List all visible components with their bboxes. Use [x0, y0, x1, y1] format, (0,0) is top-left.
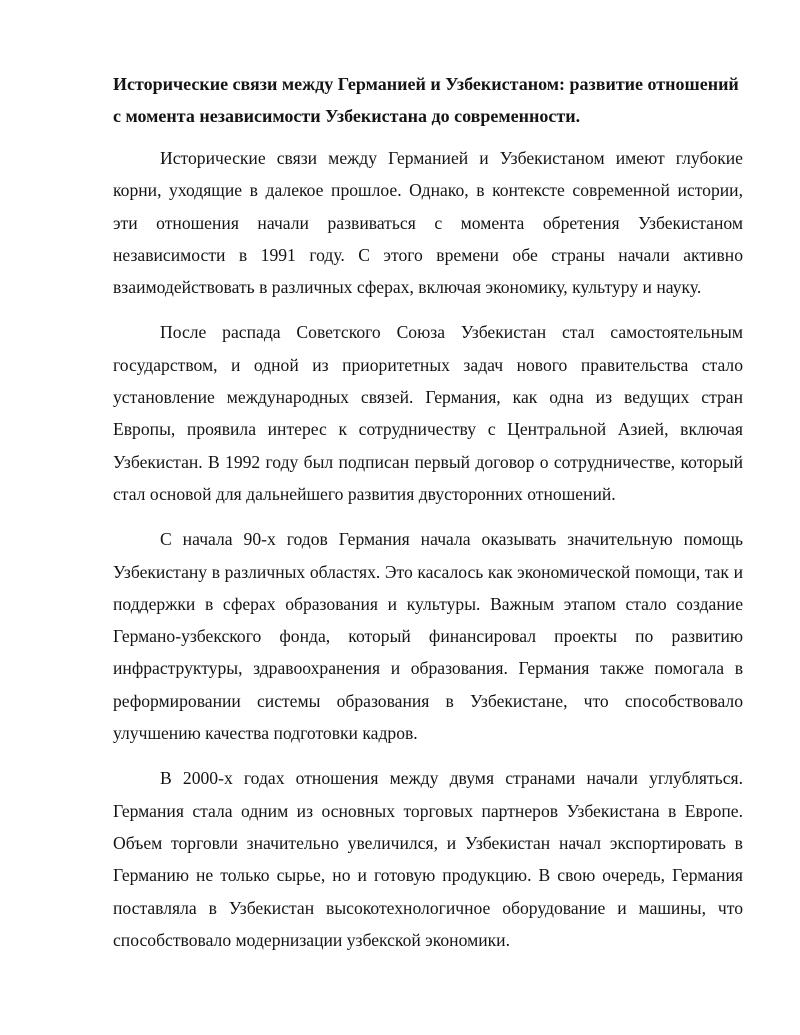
document-title: Исторические связи между Германией и Узбекистаном: развитие отношений с момента независимости Узбекистана до современности. [113, 74, 739, 126]
paragraph-1: Исторические связи между Германией и Узбекистаном имеют глубокие корни, уходящие в далекое прошлое. Однако, в контексте современной истории, эти отношения начали развиваться с момента обретения Узбекистаном независимости в 1991 году. С этого времени обе страны начали активно взаимодействовать в различных сферах, включая экономику, культуру и науку. [113, 148, 743, 298]
document-body [113, 68, 743, 969]
paragraph-3: С начала 90-х годов Германия начала оказывать значительную помощь Узбекистану в различных областях. Это касалось как экономической помощи, так и поддержки в сферах образования и культуры. Важным этапом стало создание Германо-узбекского фонда, который финансировал проекты по развитию инфраструктуры, здравоохранения и образования. Германия также помогала в реформировании системы образования в Узбекистане, что способствовало улучшению качества подготовки кадров. [113, 529, 743, 744]
paragraph-4: В 2000-х годах отношения между двумя странами начали углубляться. Германия стала одним из основных торговых партнеров Узбекистана в Европе. Объем торговли значительно увеличился, и Узбекистан начал экспортировать в Германию не только сырье, но и готовую продукцию. В свою очередь, Германия поставляла в Узбекистан высокотехнологичное оборудование и машины, что способствовало модернизации узбекской экономики. [113, 768, 743, 950]
paragraph-2: После распада Советского Союза Узбекистан стал самостоятельным государством, и одной из приоритетных задач нового правительства стало установление международных связей. Германия, как одна из ведущих стран Европы, проявила интерес к сотрудничеству с Центральной Азией, включая Узбекистан. В 1992 году был подписан первый договор о сотрудничестве, который стал основой для дальнейшего развития двусторонних отношений. [113, 322, 743, 504]
